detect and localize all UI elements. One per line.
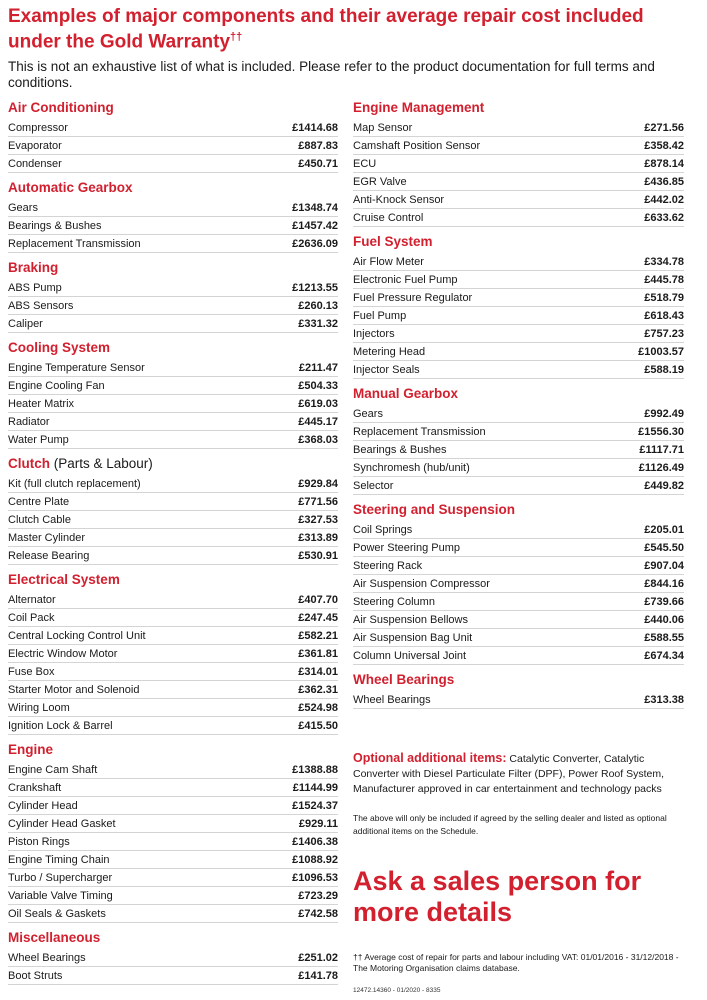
component-row bbox=[8, 887, 338, 905]
component-row bbox=[8, 851, 338, 869]
component-row bbox=[353, 441, 684, 459]
section-title bbox=[353, 501, 684, 521]
component-price: £907.04 bbox=[644, 559, 684, 572]
component-row bbox=[8, 137, 338, 155]
component-price: £618.43 bbox=[644, 309, 684, 322]
component-price: £878.14 bbox=[644, 157, 684, 170]
component-row bbox=[8, 297, 338, 315]
component-row bbox=[8, 529, 338, 547]
section-subtitle: (Parts & Labour) bbox=[50, 456, 153, 471]
component-row bbox=[8, 663, 338, 681]
component-price: £313.38 bbox=[644, 693, 684, 706]
component-name: Wiring Loom bbox=[8, 701, 70, 714]
component-price: £588.19 bbox=[644, 363, 684, 376]
component-row bbox=[8, 279, 338, 297]
component-price: £757.23 bbox=[644, 327, 684, 340]
component-price: £518.79 bbox=[644, 291, 684, 304]
component-price: £415.50 bbox=[298, 719, 338, 732]
component-row bbox=[8, 119, 338, 137]
component-row bbox=[353, 629, 684, 647]
component-name: EGR Valve bbox=[353, 175, 407, 188]
component-price: £251.02 bbox=[298, 951, 338, 964]
component-row bbox=[8, 413, 338, 431]
component-row bbox=[353, 405, 684, 423]
component-row bbox=[8, 949, 338, 967]
document-code: 12472.14360 - 01/2020 - 8335 bbox=[353, 987, 441, 994]
component-price: £313.89 bbox=[298, 531, 338, 544]
component-price: £1088.92 bbox=[292, 853, 338, 866]
left-column bbox=[8, 99, 338, 991]
component-row bbox=[8, 475, 338, 493]
section-title-text: Engine Management bbox=[353, 100, 485, 115]
component-name: Gears bbox=[353, 407, 383, 420]
component-price: £327.53 bbox=[298, 513, 338, 526]
section-title bbox=[353, 99, 684, 119]
component-name: Coil Pack bbox=[8, 611, 55, 624]
component-row bbox=[353, 173, 684, 191]
component-row bbox=[353, 307, 684, 325]
component-row bbox=[353, 271, 684, 289]
section bbox=[8, 741, 338, 923]
section-title-text: Automatic Gearbox bbox=[8, 180, 133, 195]
component-name: Metering Head bbox=[353, 345, 426, 358]
section bbox=[8, 259, 338, 333]
component-name: Water Pump bbox=[8, 433, 69, 446]
component-row bbox=[8, 359, 338, 377]
component-price: £1414.68 bbox=[292, 121, 338, 134]
component-row bbox=[8, 493, 338, 511]
component-price: £545.50 bbox=[644, 541, 684, 554]
component-row bbox=[353, 361, 684, 379]
component-row bbox=[8, 717, 338, 735]
component-row bbox=[8, 315, 338, 333]
component-name: Gears bbox=[8, 201, 38, 214]
component-name: Evaporator bbox=[8, 139, 62, 152]
component-price: £1117.71 bbox=[639, 443, 684, 456]
section bbox=[353, 501, 684, 665]
component-name: Radiator bbox=[8, 415, 50, 428]
component-price: £1388.88 bbox=[292, 763, 338, 776]
component-row bbox=[8, 609, 338, 627]
component-price: £368.03 bbox=[298, 433, 338, 446]
component-row bbox=[8, 779, 338, 797]
component-row bbox=[8, 967, 338, 985]
title-footnote-mark: †† bbox=[230, 31, 243, 43]
component-price: £1457.42 bbox=[292, 219, 338, 232]
component-row bbox=[353, 611, 684, 629]
component-price: £362.31 bbox=[298, 683, 338, 696]
component-name: Selector bbox=[353, 479, 394, 492]
optional-items-heading: Optional additional items: bbox=[353, 751, 507, 765]
component-row bbox=[353, 521, 684, 539]
section-title bbox=[8, 179, 338, 199]
section-title bbox=[8, 741, 338, 761]
section bbox=[8, 179, 338, 253]
component-name: Steering Column bbox=[353, 595, 435, 608]
component-row bbox=[8, 797, 338, 815]
component-name: Air Suspension Bag Unit bbox=[353, 631, 473, 644]
component-name: Alternator bbox=[8, 593, 56, 606]
component-price: £407.70 bbox=[298, 593, 338, 606]
section-title bbox=[8, 929, 338, 949]
component-name: Compressor bbox=[8, 121, 68, 134]
component-price: £449.82 bbox=[644, 479, 684, 492]
component-row bbox=[8, 815, 338, 833]
component-row bbox=[8, 869, 338, 887]
component-row bbox=[353, 557, 684, 575]
component-row bbox=[353, 119, 684, 137]
component-row bbox=[8, 761, 338, 779]
section bbox=[8, 339, 338, 449]
section-title bbox=[353, 233, 684, 253]
component-price: £442.02 bbox=[644, 193, 684, 206]
optional-items-text: Catalytic Converter, Catalytic Converter with Diesel Particulate Filter (DPF), Power Roof System, Manufacturer approved in car entertainment and technology packs bbox=[353, 753, 665, 795]
component-row bbox=[353, 343, 684, 361]
component-name: Oil Seals & Gaskets bbox=[8, 907, 106, 920]
component-price: £334.78 bbox=[644, 255, 684, 268]
component-row bbox=[353, 209, 684, 227]
component-row bbox=[8, 431, 338, 449]
component-name: Centre Plate bbox=[8, 495, 70, 508]
component-price: £619.03 bbox=[298, 397, 338, 410]
component-name: Air Suspension Compressor bbox=[353, 577, 490, 590]
component-price: £361.81 bbox=[298, 647, 338, 660]
component-price: £1144.99 bbox=[292, 781, 338, 794]
component-price: £445.78 bbox=[644, 273, 684, 286]
component-price: £887.83 bbox=[298, 139, 338, 152]
component-row bbox=[8, 681, 338, 699]
component-price: £633.62 bbox=[644, 211, 684, 224]
component-name: Starter Motor and Solenoid bbox=[8, 683, 140, 696]
component-name: Replacement Transmission bbox=[8, 237, 141, 250]
component-price: £1213.55 bbox=[292, 281, 338, 294]
right-column bbox=[353, 99, 684, 715]
component-price: £723.29 bbox=[298, 889, 338, 902]
component-price: £2636.09 bbox=[292, 237, 338, 250]
component-name: Injector Seals bbox=[353, 363, 420, 376]
intro-text: This is not an exhaustive list of what is included. Please refer to the product documentation for full terms and conditions. bbox=[8, 59, 655, 90]
component-row bbox=[8, 833, 338, 851]
component-name: Boot Struts bbox=[8, 969, 63, 982]
section-title-text: Engine bbox=[8, 742, 54, 757]
component-price: £314.01 bbox=[298, 665, 338, 678]
component-row bbox=[8, 377, 338, 395]
component-price: £524.98 bbox=[298, 701, 338, 714]
component-name: Cylinder Head Gasket bbox=[8, 817, 116, 830]
component-row bbox=[353, 575, 684, 593]
component-name: Wheel Bearings bbox=[8, 951, 86, 964]
component-name: Cylinder Head bbox=[8, 799, 78, 812]
section-title-text: Miscellaneous bbox=[8, 930, 101, 945]
component-row bbox=[353, 477, 684, 495]
component-row bbox=[353, 459, 684, 477]
component-price: £739.66 bbox=[644, 595, 684, 608]
component-name: Anti-Knock Sensor bbox=[353, 193, 445, 206]
component-name: Air Suspension Bellows bbox=[353, 613, 468, 626]
component-price: £582.21 bbox=[298, 629, 338, 642]
component-price: £992.49 bbox=[644, 407, 684, 420]
component-row bbox=[8, 199, 338, 217]
component-name: Power Steering Pump bbox=[353, 541, 460, 554]
component-price: £1348.74 bbox=[292, 201, 338, 214]
component-price: £742.58 bbox=[298, 907, 338, 920]
component-name: Replacement Transmission bbox=[353, 425, 486, 438]
component-name: Air Flow Meter bbox=[353, 255, 424, 268]
component-name: Synchromesh (hub/unit) bbox=[353, 461, 470, 474]
component-price: £1556.30 bbox=[638, 425, 684, 438]
component-name: Clutch Cable bbox=[8, 513, 71, 526]
component-row bbox=[8, 395, 338, 413]
section bbox=[8, 571, 338, 735]
section-title-text: Braking bbox=[8, 260, 59, 275]
component-name: Kit (full clutch replacement) bbox=[8, 477, 141, 490]
component-row bbox=[8, 905, 338, 923]
section bbox=[353, 233, 684, 379]
component-price: £929.11 bbox=[298, 817, 338, 830]
component-name: Caliper bbox=[8, 317, 43, 330]
component-row bbox=[353, 289, 684, 307]
section-title bbox=[353, 671, 684, 691]
component-name: Engine Cam Shaft bbox=[8, 763, 98, 776]
component-price: £440.06 bbox=[644, 613, 684, 626]
component-name: Fuel Pump bbox=[353, 309, 407, 322]
component-name: Engine Cooling Fan bbox=[8, 379, 105, 392]
component-name: Electric Window Motor bbox=[8, 647, 118, 660]
component-price: £1524.37 bbox=[292, 799, 338, 812]
section-title-text: Wheel Bearings bbox=[353, 672, 455, 687]
component-row bbox=[8, 235, 338, 253]
page-title-text: Examples of major components and their average repair cost included under the Gold Warranty bbox=[8, 6, 644, 53]
component-price: £445.17 bbox=[298, 415, 338, 428]
component-row bbox=[8, 627, 338, 645]
component-row bbox=[8, 511, 338, 529]
section-title-text: Electrical System bbox=[8, 572, 120, 587]
component-row bbox=[353, 253, 684, 271]
component-price: £450.71 bbox=[298, 157, 338, 170]
component-name: Variable Valve Timing bbox=[8, 889, 113, 902]
component-name: Camshaft Position Sensor bbox=[353, 139, 481, 152]
component-name: Bearings & Bushes bbox=[8, 219, 102, 232]
component-price: £358.42 bbox=[644, 139, 684, 152]
component-name: Map Sensor bbox=[353, 121, 413, 134]
section-title-text: Manual Gearbox bbox=[353, 386, 459, 401]
component-price: £436.85 bbox=[644, 175, 684, 188]
component-name: Steering Rack bbox=[353, 559, 423, 572]
section-title bbox=[8, 339, 338, 359]
component-price: £674.34 bbox=[644, 649, 684, 662]
section bbox=[8, 455, 338, 565]
section-title bbox=[8, 455, 338, 475]
condition-note: The above will only be included if agreed by the selling dealer and listed as optional additional items on the Schedule. bbox=[353, 813, 667, 836]
component-name: Bearings & Bushes bbox=[353, 443, 447, 456]
component-name: Master Cylinder bbox=[8, 531, 86, 544]
page-title bbox=[8, 6, 698, 52]
section-title bbox=[8, 259, 338, 279]
component-name: Crankshaft bbox=[8, 781, 62, 794]
component-name: Fuse Box bbox=[8, 665, 55, 678]
component-row bbox=[8, 591, 338, 609]
component-price: £844.16 bbox=[644, 577, 684, 590]
section-title bbox=[8, 99, 338, 119]
component-row bbox=[8, 155, 338, 173]
component-name: Central Locking Control Unit bbox=[8, 629, 146, 642]
component-row bbox=[353, 691, 684, 709]
component-price: £929.84 bbox=[298, 477, 338, 490]
component-price: £588.55 bbox=[644, 631, 684, 644]
footnote: †† Average cost of repair for parts and labour including VAT: 01/01/2016 - 31/12/2018 - The Motoring Organisation claims database. bbox=[353, 952, 679, 973]
component-name: ECU bbox=[353, 157, 377, 170]
component-price: £271.56 bbox=[644, 121, 684, 134]
call-to-action: Ask a sales person for more details bbox=[353, 866, 642, 927]
section-title-text: Cooling System bbox=[8, 340, 111, 355]
component-row bbox=[8, 645, 338, 663]
section-title bbox=[353, 385, 684, 405]
section bbox=[8, 99, 338, 173]
component-row bbox=[8, 699, 338, 717]
component-row bbox=[353, 325, 684, 343]
component-price: £141.78 bbox=[298, 969, 338, 982]
component-price: £530.91 bbox=[298, 549, 338, 562]
component-price: £504.33 bbox=[298, 379, 338, 392]
component-price: £1096.53 bbox=[292, 871, 338, 884]
section bbox=[353, 99, 684, 227]
component-name: Electronic Fuel Pump bbox=[353, 273, 458, 286]
component-row bbox=[353, 423, 684, 441]
component-row bbox=[353, 539, 684, 557]
component-price: £331.32 bbox=[298, 317, 338, 330]
component-name: Release Bearing bbox=[8, 549, 90, 562]
component-price: £1406.38 bbox=[292, 835, 338, 848]
component-row bbox=[8, 547, 338, 565]
section bbox=[8, 929, 338, 985]
component-name: Condenser bbox=[8, 157, 62, 170]
component-row bbox=[353, 155, 684, 173]
component-price: £205.01 bbox=[644, 523, 684, 536]
component-name: Piston Rings bbox=[8, 835, 70, 848]
section-title-text: Air Conditioning bbox=[8, 100, 114, 115]
component-name: Turbo / Supercharger bbox=[8, 871, 113, 884]
section-title bbox=[8, 571, 338, 591]
component-name: Cruise Control bbox=[353, 211, 424, 224]
component-price: £247.45 bbox=[298, 611, 338, 624]
component-row bbox=[353, 593, 684, 611]
component-name: Fuel Pressure Regulator bbox=[353, 291, 473, 304]
section-title-text: Clutch bbox=[8, 456, 50, 471]
component-price: £1003.57 bbox=[638, 345, 684, 358]
section bbox=[353, 385, 684, 495]
component-row bbox=[353, 137, 684, 155]
component-name: Wheel Bearings bbox=[353, 693, 431, 706]
component-price: £771.56 bbox=[298, 495, 338, 508]
component-row bbox=[353, 191, 684, 209]
component-name: Heater Matrix bbox=[8, 397, 75, 410]
component-name: Engine Timing Chain bbox=[8, 853, 110, 866]
component-price: £211.47 bbox=[298, 361, 338, 374]
component-price: £260.13 bbox=[298, 299, 338, 312]
section bbox=[353, 671, 684, 709]
component-name: Column Universal Joint bbox=[353, 649, 467, 662]
component-name: Ignition Lock & Barrel bbox=[8, 719, 113, 732]
component-name: Engine Temperature Sensor bbox=[8, 361, 145, 374]
component-row bbox=[8, 217, 338, 235]
section-title-text: Fuel System bbox=[353, 234, 433, 249]
component-name: Injectors bbox=[353, 327, 395, 340]
component-price: £1126.49 bbox=[638, 461, 684, 474]
optional-items-note bbox=[353, 751, 685, 797]
component-name: ABS Sensors bbox=[8, 299, 74, 312]
component-row bbox=[353, 647, 684, 665]
component-name: ABS Pump bbox=[8, 281, 62, 294]
component-name: Coil Springs bbox=[353, 523, 413, 536]
section-title-text: Steering and Suspension bbox=[353, 502, 516, 517]
